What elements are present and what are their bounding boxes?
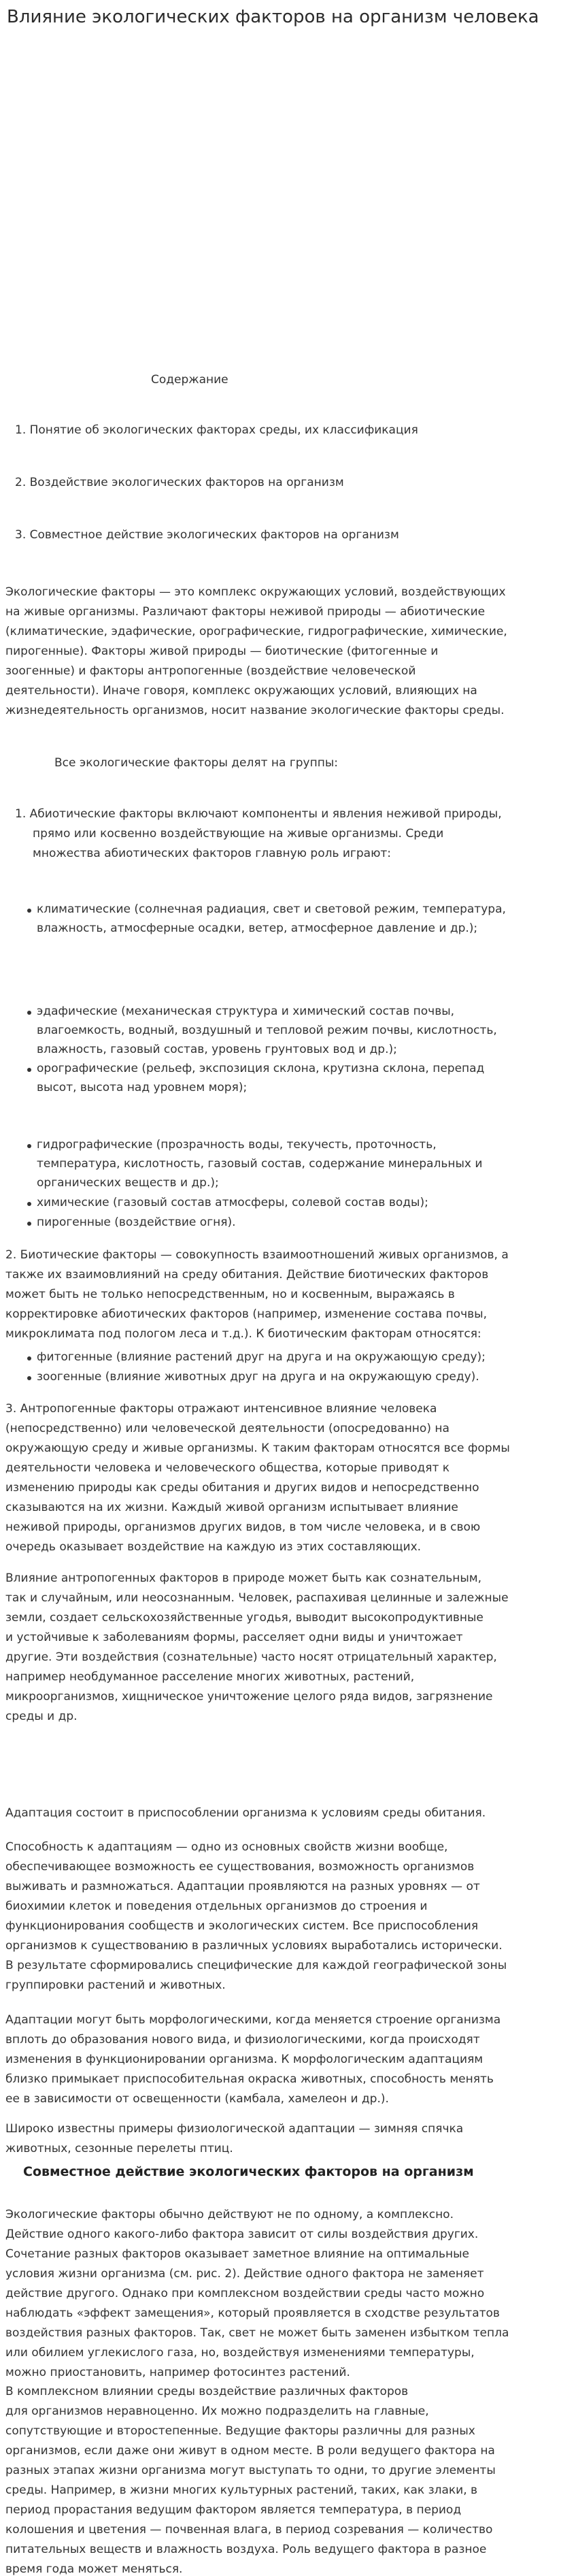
bullet-marker <box>27 1202 31 1206</box>
influence-line: например необдуманное расселение многих животных, растений, <box>5 1670 415 1684</box>
adaptation-line: группировки растений и животных. <box>5 1978 226 1992</box>
biotic-line: может быть не только непосредственным, но и косвенным, выражаясь в <box>5 1288 455 1301</box>
complex-influence-line: для организмов неравноценно. Их можно подразделить на главные, <box>5 2404 429 2418</box>
intro-paragraph-line: Экологические факторы — это комплекс окружающих условий, воздействующих <box>5 585 506 599</box>
joint-action-line: действие другого. Однако при комплексном воздействии среды часто можно <box>5 2287 485 2300</box>
adaptation-intro: Адаптация состоит в приспособлении организма к условиям среды обитания. <box>5 1806 486 1820</box>
abiotic-bullet-line: влагоемкость, водный, воздушный и тепловой режим почвы, кислотность, <box>37 1024 497 1037</box>
complex-influence-line: время года может меняться. <box>5 2562 183 2576</box>
bullet-marker <box>27 1222 31 1226</box>
adaptation-line: функционирования сообществ и экологических систем. Все приспособления <box>5 1919 479 1933</box>
bullet-marker <box>27 1011 31 1015</box>
biotic-bullet: фитогенные (влияние растений друг на друга и на окружающую среду); <box>37 1350 486 1364</box>
complex-influence-line: сопутствующие и второстепенные. Ведущие факторы различны для разных <box>5 2424 475 2438</box>
examples-line: Широко известны примеры физиологической адаптации — зимняя спячка <box>5 2122 464 2136</box>
biotic-line: также их взаимовлияний на среду обитания. Действие биотических факторов <box>5 1268 489 1282</box>
complex-influence-line: В комплексном влиянии среды воздействие различных факторов <box>5 2385 409 2398</box>
abiotic-bullet-line: климатические (солнечная радиация, свет и световой режим, температура, <box>37 902 506 916</box>
intro-paragraph-line: на живые организмы. Различают факторы неживой природы — абиотические <box>5 605 486 619</box>
biotic-line: микроклимата под пологом леса и т.д.). К биотическим факторам относятся: <box>5 1327 481 1341</box>
anthropogenic-line: 3. Антропогенные факторы отражают интенсивное влияние человека <box>5 1402 437 1416</box>
complex-influence-line: питательных веществ и влажность воздуха. Роль ведущего фактора в разное <box>5 2543 487 2556</box>
intro-paragraph-line: зоогенные) и факторы антропогенные (воздействие человеческой <box>5 664 416 678</box>
morph-line: Адаптации могут быть морфологическими, когда меняется строение организма <box>5 2013 501 2027</box>
complex-influence-line: организмов, если даже они живут в одном месте. В роли ведущего фактора на <box>5 2444 495 2458</box>
abiotic-bullet-line: влажность, атмосферные осадки, ветер, атмосферное давление и др.); <box>37 922 478 935</box>
complex-influence-line: колошения и цветения — почвенная влага, в период созревания — количество <box>5 2523 493 2537</box>
abiotic-line: прямо или косвенно воздействующие на живые организмы. Среди <box>33 827 444 841</box>
biotic-bullet: зоогенные (влияние животных друг на друга и на окружающую среду). <box>37 1370 479 1384</box>
influence-line: земли, создает сельскохозяйственные угодья, выводит высокопродуктивные <box>5 1611 484 1625</box>
adaptation-line: выживать и размножаться. Адаптации проявляются на разных уровнях — от <box>5 1880 480 1893</box>
abiotic-line: 1. Абиотические факторы включают компоненты и явления неживой природы, <box>15 807 502 821</box>
adaptation-line: организмов к существованию в различных условиях выработались исторически. <box>5 1939 503 1953</box>
anthropogenic-line: (непосредственно) или человеческой деятельности (опосредованно) на <box>5 1422 450 1435</box>
abiotic-bullet-line: высот, высота над уровнем моря); <box>37 1081 248 1094</box>
bullet-marker <box>27 1144 31 1148</box>
influence-line: Влияние антропогенных факторов в природе может быть как сознательным, <box>5 1571 482 1585</box>
joint-action-line: Действие одного какого-либо фактора зависит от силы воздействия других. <box>5 2228 479 2241</box>
adaptation-line: обеспечивающее возможность ее существования, возможность организмов <box>5 1860 475 1874</box>
joint-action-line: можно приостановить, например фотосинтез растений. <box>5 2366 350 2379</box>
anthropogenic-line: окружающую среду и живые организмы. К таким факторам относятся все формы <box>5 1441 510 1455</box>
influence-line: среды и др. <box>5 1710 78 1723</box>
bullet-marker <box>27 909 31 913</box>
morph-line: вплоть до образования нового вида, и физиологическими, когда происходят <box>5 2033 480 2047</box>
complex-influence-line: разных этапах жизни организма могут выступать то одни, то другие элементы <box>5 2464 496 2477</box>
complex-influence-line: период прорастания ведущим фактором является температура, в период <box>5 2503 462 2517</box>
toc-item: 1. Понятие об экологических факторах среды, их классификация <box>15 423 418 437</box>
morph-line: изменения в функционировании организма. К морфологическим адаптациям <box>5 2053 484 2066</box>
complex-influence-line: среды. Например, в жизни многих культурных растений, таких, как злаки, в <box>5 2483 478 2497</box>
page-title: Влияние экологических факторов на организм человека <box>7 7 539 27</box>
abiotic-bullet-line: пирогенные (воздействие огня). <box>37 1216 236 1229</box>
biotic-line: корректировке абиотических факторов (например, изменение состава почвы, <box>5 1307 487 1321</box>
examples-line: животных, сезонные перелеты птиц. <box>5 2142 233 2155</box>
anthropogenic-line: изменению природы как среды обитания и других видов и непосредственно <box>5 1481 479 1495</box>
abiotic-bullet-line: гидрографические (прозрачность воды, текучесть, проточность, <box>37 1138 437 1152</box>
adaptation-line: Способность к адаптациям — одно из основных свойств жизни вообще, <box>5 1840 448 1854</box>
morph-line: близко примыкает приспособительная окраска животных, способность менять <box>5 2072 494 2086</box>
section-3-heading: Совместное действие экологических факторов на организм <box>23 2164 474 2179</box>
joint-action-line: воздействия разных факторов. Так, свет не может быть заменен избытком тепла <box>5 2326 509 2340</box>
adaptation-line: В результате сформировались специфические для каждой географической зоны <box>5 1959 507 1972</box>
bullet-marker <box>27 1068 31 1072</box>
intro-paragraph-line: пирогенные). Факторы живой природы — биотические (фитогенные и <box>5 645 439 658</box>
abiotic-bullet-line: органических веществ и др.); <box>37 1176 219 1190</box>
abiotic-bullet-line: эдафические (механическая структура и химический состав почвы, <box>37 1005 455 1018</box>
adaptation-line: биохимии клеток и поведения отдельных организмов до строения и <box>5 1900 428 1913</box>
abiotic-bullet-line: орографические (рельеф, экспозиция склона, крутизна склона, перепад <box>37 1062 485 1075</box>
abiotic-bullet-line: температура, кислотность, газовый состав, содержание минеральных и <box>37 1157 483 1171</box>
abiotic-bullet-line: химические (газовый состав атмосферы, солевой состав воды); <box>37 1196 428 1209</box>
bullet-marker <box>27 1376 31 1380</box>
toc-item: 3. Совместное действие экологических факторов на организм <box>15 528 399 542</box>
anthropogenic-line: сказываются на их жизни. Каждый живой организм испытывает влияние <box>5 1501 458 1514</box>
anthropogenic-line: неживой природы, организмов других видов, в том числе человека, и в свою <box>5 1520 481 1534</box>
joint-action-line: или обилием углекислого газа, но, воздействуя изменениями температуры, <box>5 2346 475 2360</box>
intro-paragraph-line: жизнедеятельность организмов, носит название экологические факторы среды. <box>5 704 505 717</box>
abiotic-line: множества абиотических факторов главную роль играют: <box>33 847 392 860</box>
influence-line: и устойчивые к заболеваниям формы, расселяет одни виды и уничтожает <box>5 1631 463 1644</box>
joint-action-line: Сочетание разных факторов оказывает заметное влияние на оптимальные <box>5 2247 469 2261</box>
influence-line: микроорганизмов, хищническое уничтожение целого ряда видов, загрязнение <box>5 1690 493 1703</box>
groups-intro: Все экологические факторы делят на группы: <box>54 756 338 770</box>
joint-action-line: условия жизни организма (см. рис. 2). Действие одного фактора не заменяет <box>5 2267 484 2281</box>
anthropogenic-line: деятельности человека и человеческого общества, которые приводят к <box>5 1461 450 1475</box>
contents-heading: Содержание <box>151 373 228 387</box>
toc-item: 2. Воздействие экологических факторов на организм <box>15 476 344 489</box>
joint-action-line: Экологические факторы обычно действуют не по одному, а комплексно. <box>5 2208 454 2221</box>
morph-line: ее в зависимости от освещенности (камбала, хамелеон и др.). <box>5 2092 389 2106</box>
influence-line: другие. Эти воздействия (сознательные) часто носят отрицательный характер, <box>5 1650 497 1664</box>
intro-paragraph-line: (климатические, эдафические, орографические, гидрографические, химические, <box>5 625 507 638</box>
abiotic-bullet-line: влажность, газовый состав, уровень грунтовых вод и др.); <box>37 1043 397 1056</box>
biotic-line: 2. Биотические факторы — совокупность взаимоотношений живых организмов, а <box>5 1248 509 1262</box>
bullet-marker <box>27 1356 31 1360</box>
intro-paragraph-line: деятельности). Иначе говоря, комплекс окружающих условий, влияющих на <box>5 684 477 698</box>
anthropogenic-line: очередь оказывает воздействие на каждую из этих составляющих. <box>5 1540 422 1554</box>
influence-line: так и случайным, или неосознанным. Человек, распахивая целинные и залежные <box>5 1591 509 1605</box>
joint-action-line: наблюдать «эффект замещения», который проявляется в сходстве результатов <box>5 2306 500 2320</box>
